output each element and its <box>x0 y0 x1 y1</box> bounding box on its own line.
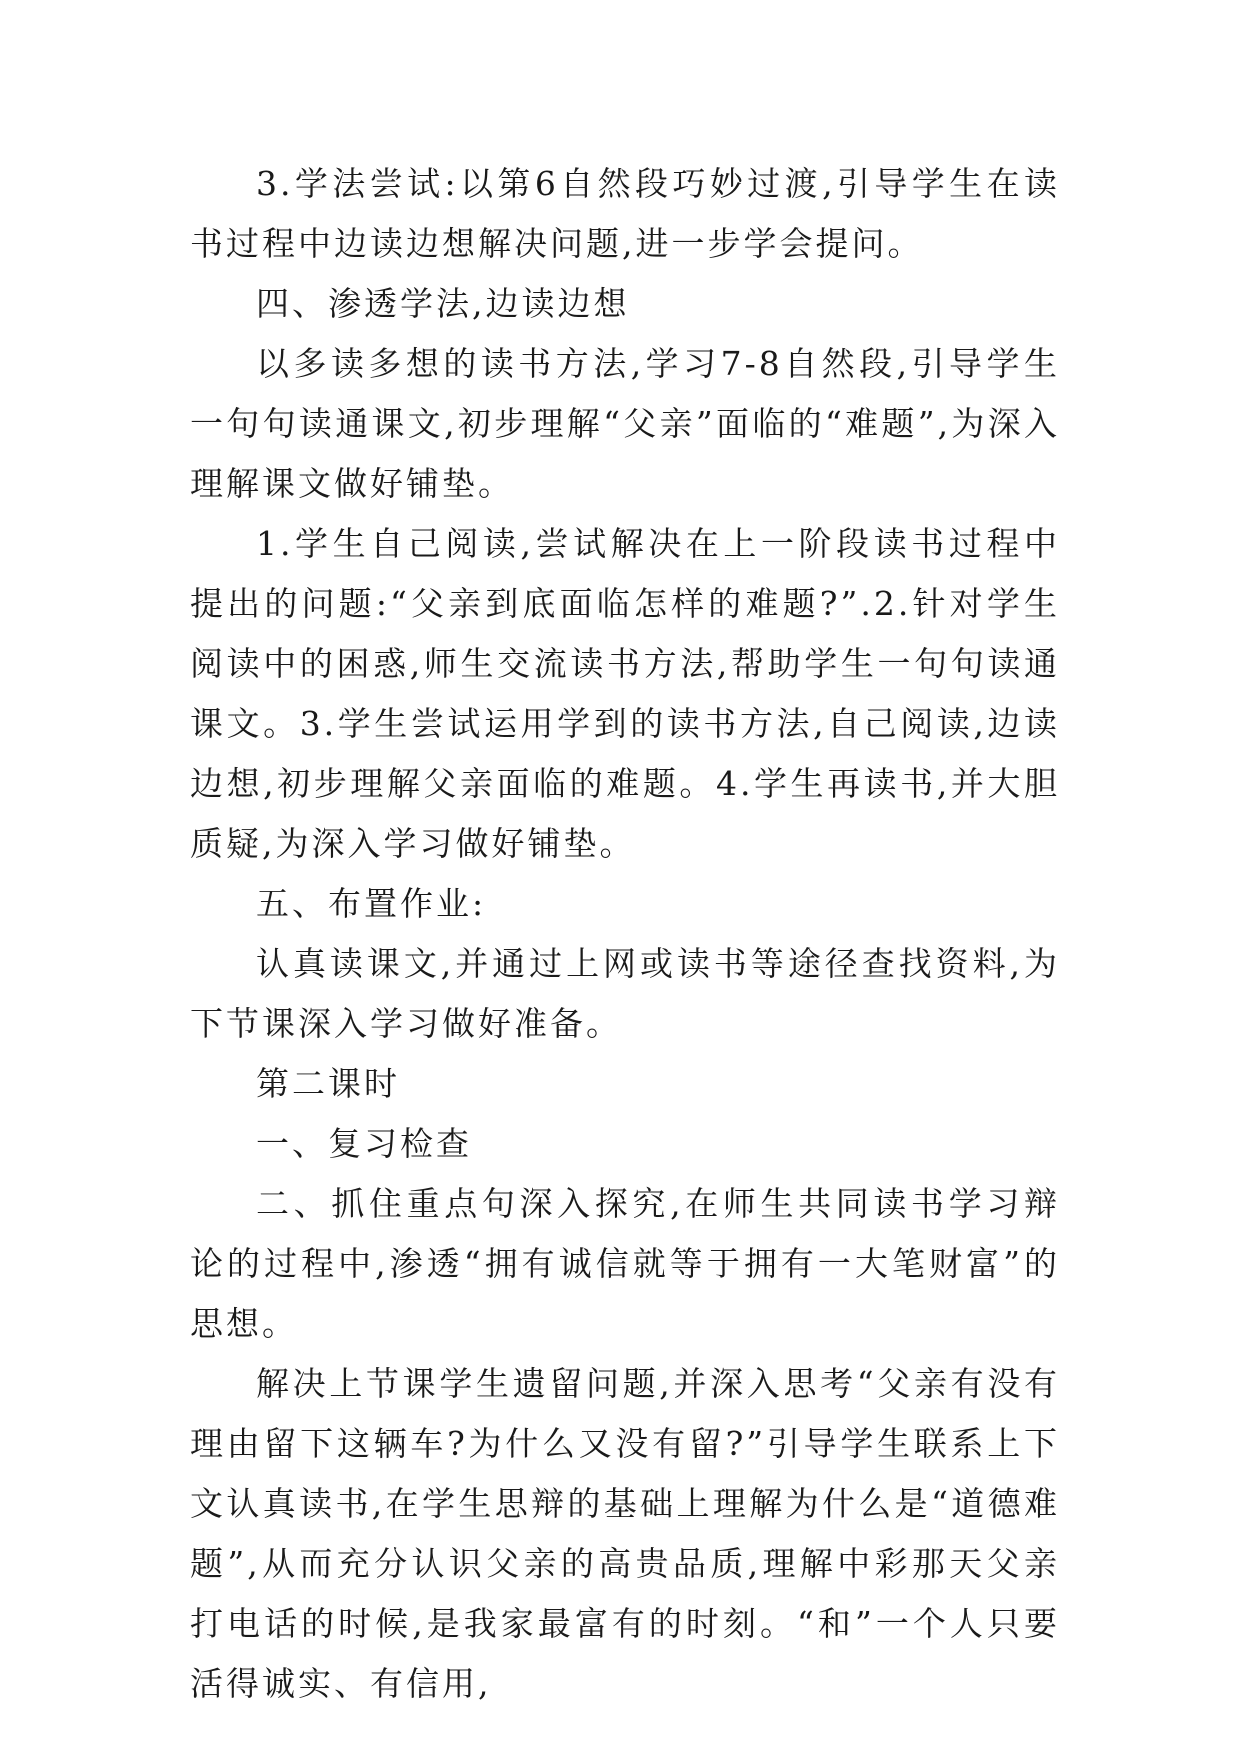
heading-review: 一、复习检查 <box>256 1124 472 1163</box>
heading-section-five: 五、布置作业: <box>256 884 487 923</box>
heading-key-sentences: 二、抓住重点句深入探究,在师生共同读书学习辩论的过程中,渗透“拥有诚信就等于拥有一大笔财富”的思想。 <box>190 1184 1060 1343</box>
heading-second-lesson: 第二课时 <box>256 1064 400 1103</box>
paragraph-discussion: 解决上节课学生遗留问题,并深入思考“父亲有没有理由留下这辆车?为什么又没有留?”引导学生联系上下文认真读书,在学生思辩的基础上理解为什么是“道德难题”,从而充分认识父亲的高贵品质,理解中彩那天父亲打电话的时候,是我家最富有的时刻。“和”一个人只要活得诚实、有信用, <box>190 1364 1060 1703</box>
paragraph-homework: 认真读课文,并通过上网或读书等途径查找资料,为下节课深入学习做好准备。 <box>190 944 1060 1043</box>
paragraph-student-steps: 1.学生自己阅读,尝试解决在上一阶段读书过程中提出的问题:“父亲到底面临怎样的难题?”.2.针对学生阅读中的困惑,师生交流读书方法,帮助学生一句句读通课文。3.学生尝试运用学到的读书方法,自己阅读,边读边想,初步理解父亲面临的难题。4.学生再读书,并大胆质疑,为深入学习做好铺垫。 <box>190 524 1060 863</box>
paragraph-reading-method: 以多读多想的读书方法,学习7-8自然段,引导学生一句句读通课文,初步理解“父亲”面临的“难题”,为深入理解课文做好铺垫。 <box>190 344 1060 503</box>
heading-section-four: 四、渗透学法,边读边想 <box>256 284 630 323</box>
paragraph-method-trial: 3.学法尝试:以第6自然段巧妙过渡,引导学生在读书过程中边读边想解决问题,进一步学会提问。 <box>190 164 1060 263</box>
document-body <box>190 154 1060 1714</box>
